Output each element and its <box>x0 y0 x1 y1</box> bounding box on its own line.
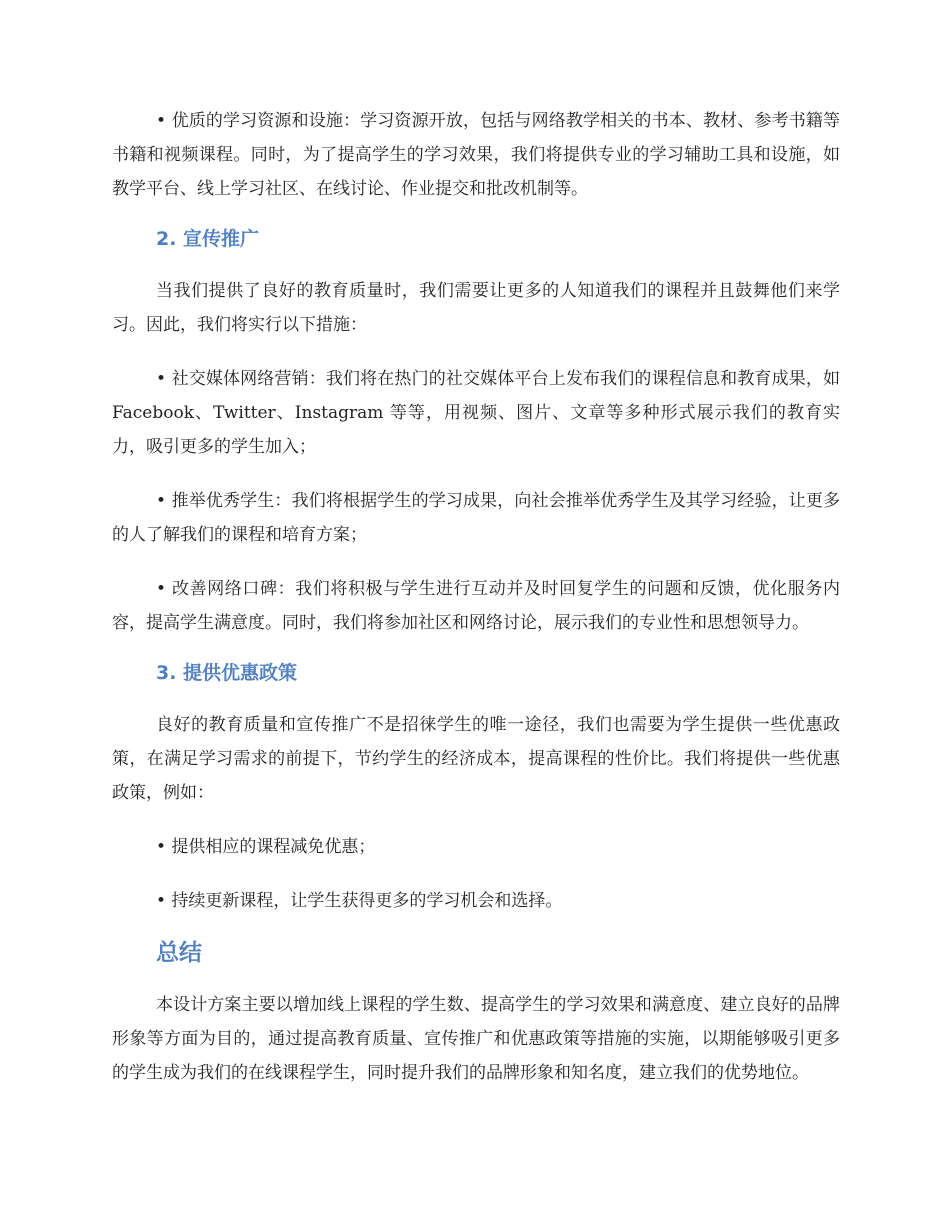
bullet-course-updates: • 持续更新课程，让学生获得更多的学习机会和选择。 <box>156 891 563 911</box>
heading-discount-policy: 3. 提供优惠政策 <box>156 662 298 684</box>
bullet-learning-resources: • 优质的学习资源和设施：学习资源开放，包括与网络教学相关的书本、教材、参考书籍等书籍和视频课程。同时，为了提高学生的学习效果，我们将提供专业的学习辅助工具和设施，如教学平台、线上学习社区、在线讨论、作业提交和批改机制等。 <box>112 111 840 199</box>
paragraph-summary: 本设计方案主要以增加线上课程的学生数、提高学生的学习效果和满意度、建立良好的品牌形象等方面为目的，通过提高教育质量、宣传推广和优惠政策等措施的实施，以期能够吸引更多的学生成为我们的在线课程学生，同时提升我们的品牌形象和知名度，建立我们的优势地位。 <box>112 995 840 1083</box>
heading-summary: 总结 <box>156 940 202 966</box>
paragraph-promotion-intro: 当我们提供了良好的教育质量时，我们需要让更多的人知道我们的课程并且鼓舞他们来学习。因此，我们将实行以下措施： <box>112 281 840 335</box>
paragraph-policy-intro: 良好的教育质量和宣传推广不是招徕学生的唯一途径，我们也需要为学生提供一些优惠政策，在满足学习需求的前提下，节约学生的经济成本，提高课程的性价比。我们将提供一些优惠政策，例如： <box>112 715 840 803</box>
document-page <box>112 104 840 1110</box>
bullet-recommend-students: • 推举优秀学生：我们将根据学生的学习成果，向社会推举优秀学生及其学习经验，让更多的人了解我们的课程和培育方案； <box>112 491 840 545</box>
bullet-reputation: • 改善网络口碑：我们将积极与学生进行互动并及时回复学生的问题和反馈，优化服务内容，提高学生满意度。同时，我们将参加社区和网络讨论，展示我们的专业性和思想领导力。 <box>112 579 840 633</box>
bullet-social-media: • 社交媒体网络营销：我们将在热门的社交媒体平台上发布我们的课程信息和教育成果，如 Facebook、Twitter、Instagram 等等，用视频、图片、文章等多种形式展示我们的教育实力，吸引更多的学生加入； <box>112 369 840 457</box>
bullet-course-discount: • 提供相应的课程减免优惠； <box>156 837 376 857</box>
heading-promotion: 2. 宣传推广 <box>156 228 260 250</box>
